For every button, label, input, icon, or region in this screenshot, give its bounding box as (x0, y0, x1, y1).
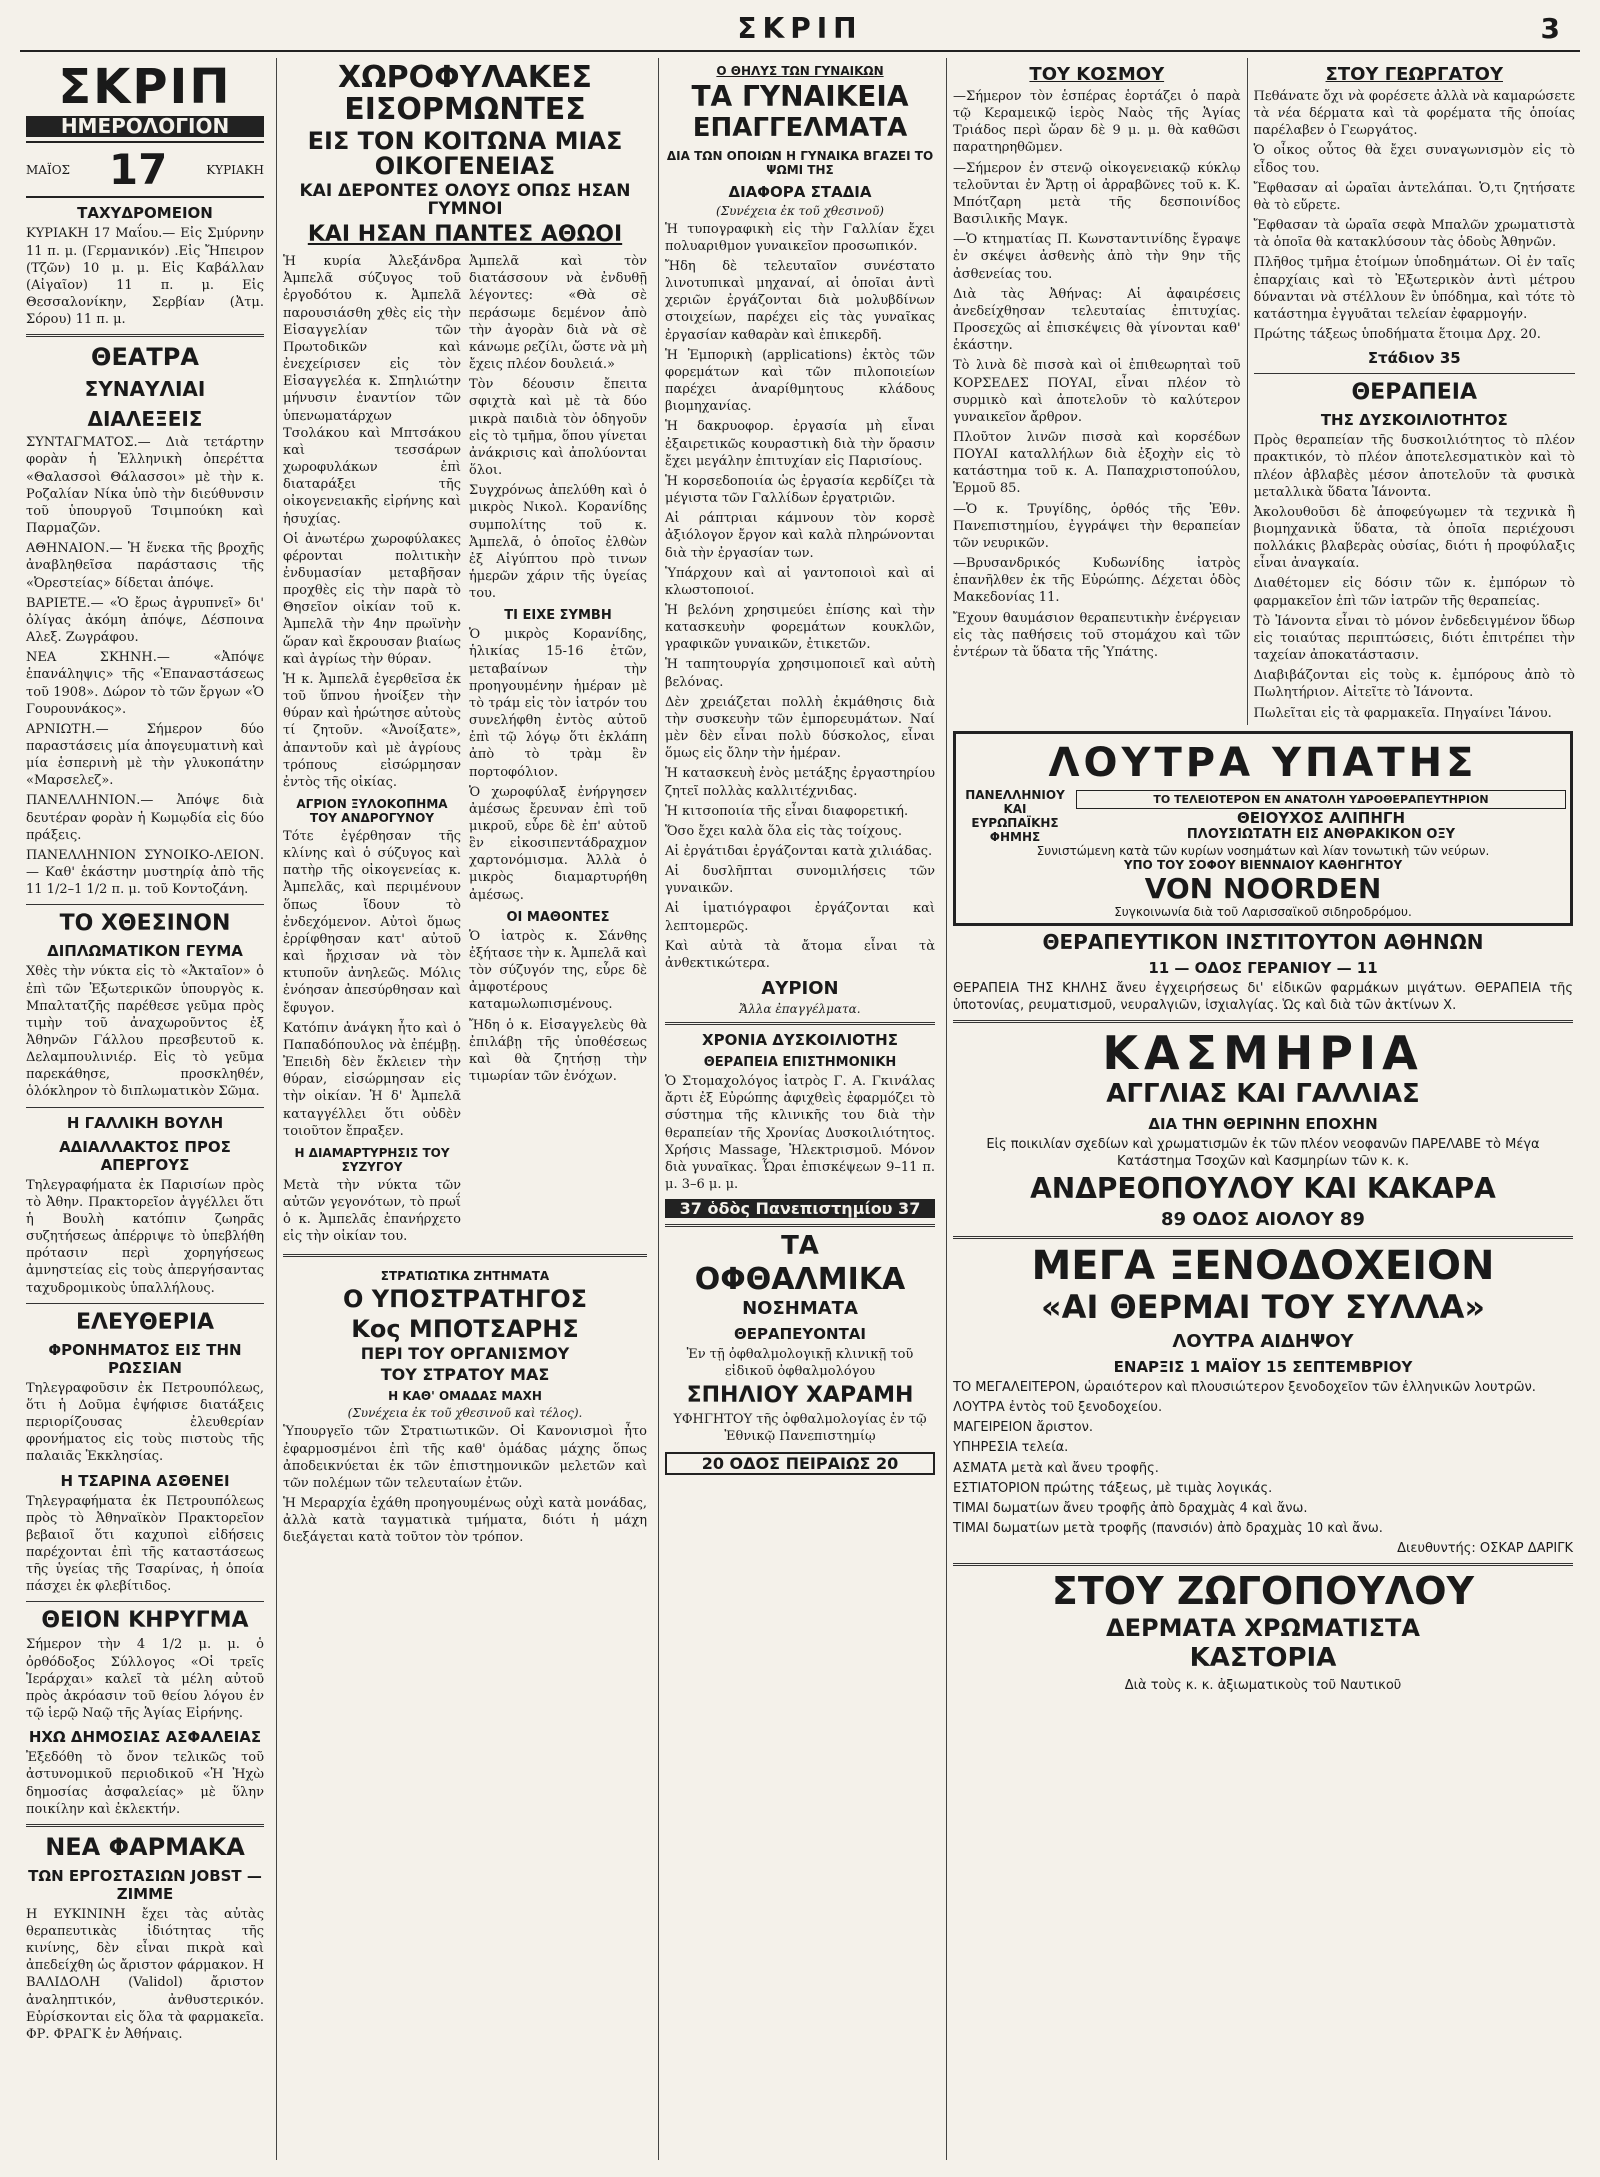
ad-zografou-title: ΣΤΟΥ ΖΩΓΟΠΟΥΛΟΥ (1051, 1569, 1475, 1614)
ad-new-drugs-text: Η ΕΥΚΙΝΙΝΗ ἔχει τὰς αὐτὰς θεραπευτικὰς ἰδιότητας τῆς κινίνης, δὲν εἶναι πικρὰ καὶ ἀπεδείχθη ὡς ἄριστον φάρμακον. Η ΒΑΛΙΔΟΛΗ (Validol) ἄριστον ἀναληπτικόν, ἀνθυστερικόν. Εὑρίσκονται εἰς ὅλα τὰ φαρμακεῖα. ΦΡ. ΦΡΑΓΚ ἐν Ἀθήναις. (26, 1906, 264, 2042)
ad-eye-address: 20 ΟΔΟΣ ΠΕΙΡΑΙΩΣ 20 (665, 1452, 935, 1475)
ad-cashmere-season: ΔΙΑ ΤΗΝ ΘΕΡΙΝΗΝ ΕΠΟΧΗΝ (1148, 1114, 1378, 1133)
article-paragraph: Οἱ ἀνωτέρω χωροφύλακες φέρονται πολιτικὴν ἐνδυμασίαν μεταβῆσαν προχθὲς εἰς τὴν παρὰ τὸ Θησεῖον οἰκίαν τοῦ κ. Ἀμπελᾶ τὴν 4ην πρωϊνὴν ὥραν καὶ ἔκρουσαν βιαίως καὶ ἀγρίως τὴν θύραν. (283, 531, 461, 667)
article-paragraph: Ἡ δακρυοφορ. ἐργασία μὴ εἶναι ἐξαιρετικῶς κουραστικὴ διὰ τὴν ὅρασιν ἔχει μεγάλην ἐπιτυχίαν εἰς Παρισίους. (665, 419, 935, 469)
masthead (20, 10, 1580, 52)
headline-echo: ΗΧΩ ΔΗΜΟΣΙΑΣ ΑΣΦΑΛΕΙΑΣ (28, 1728, 262, 1747)
ad-eye-text: Ἐν τῇ ὀφθαλμολογικῇ κλινικῇ τοῦ εἰδικοῦ ὀφθαλμολόγου (686, 1346, 914, 1380)
article-paragraph: Ἡ κατασκευὴ ἐνὸς μετάξης ἐργαστηρίου ζητεῖ πολλὰς καλλιτέχνιδας. (665, 766, 935, 799)
article-paragraph: Αἱ ἱματιόγραφοι ἐργάζονται καὶ λεπτομερῶς. (665, 901, 935, 934)
article-text: Τηλεγραφοῦσιν ἐκ Πετρουπόλεως, ὅτι ἡ Δοῦμα ἐψήφισε διατάξεις περιορίζουσας ἐλευθερίαν φρονήματος εἰς τοὺς πιστοὺς τῆς παλαιᾶς Ἐκκλησίας. (26, 1380, 264, 1465)
georgatos-item: Ἔφθασαν αἱ ὡραῖαι ἀντελάπαι. Ὁ,τι ζητήσατε θὰ τὸ εὕρετε. (1253, 180, 1575, 213)
therapy-item: Πωλεῖται εἰς τὰ φαρμακεῖα. Πηγαίνει Ἰάνου. (1253, 705, 1552, 721)
tomorrow-note: Ἄλλα ἐπαγγέλματα. (739, 1002, 861, 1017)
ad-ypati-left-2: ΚΑΙ (1003, 801, 1027, 816)
article-paragraph: Ἡ κυρία Ἀλεξάνδρα Ἀμπελᾶ σύζυγος τοῦ ἐργοδότου κ. Ἀμπελᾶ παρουσιάσθη χθὲς εἰς τὴν Εἰσαγγελίαν τῶν Πρωτοδικῶν καὶ ἐνεχείρισεν εἰς τὸν Εἰσαγγελέα κ. Σπηλιώτην μήνυσιν ἐναντίον τῶν ὑπενωματάρχων Τσολάκου καὶ Μπτσάκου καὶ τεσσάρων χωροφυλάκων ἐπὶ διαταράξει τῆς οἰκογενειακῆς εἰρήνης καὶ ἡσυχίας. (283, 254, 461, 527)
ad-hotel-line: ΛΟΥΤΡΑ ἐντὸς τοῦ ξενοδοχείου. (953, 1400, 1163, 1416)
ad-ypati-doctor: VON NOORDEN (1144, 871, 1382, 905)
headline-therapy: ΘΕΡΑΠΕΙΑ (1351, 380, 1478, 406)
column-4 (946, 58, 1581, 2160)
ad-ypati-right-4: Συνιστώμενη κατὰ τῶν κυρίων νοσημάτων καὶ λίαν τονωτικὴ τῶν νεύρων. (1036, 843, 1490, 858)
military-subhead-battle: Η ΚΑΘ' ΟΜΑΔΑΣ ΜΑΧΗ (388, 1389, 542, 1404)
article-paragraph: Ὁ ἰατρὸς κ. Σάνθης ἐξήτασε τὴν κ. Ἀμπελᾶ καὶ τὸν σύζυγόν της, εὗρε δὲ ἀμφοτέρους καταμωλωπισμένους. (469, 928, 647, 1013)
ad-cashmere (953, 1026, 1573, 1231)
theatre-entry: ΠΑΝΕΛΛΗΝΙΟΝ.— Ἀπόψε διὰ δευτέραν φορὰν ἡ Κωμῳδία εἰς δύο πράξεις. (26, 793, 264, 843)
georgatos-item: Ἔφθασαν τὰ ὡραῖα σεφὰ Μπαλῶν χρωματιστὰ τὰ ὁποῖα θὰ κατακλύσουν τὰς ὁδοὺς Ἀθηνῶν. (1253, 218, 1575, 251)
article-paragraph: Ἤδη ὁ κ. Εἰσαγγελεὺς θὰ ἐπιλάβῃ τῆς ὑποθέσεως καὶ θὰ ζητήσῃ τὴν τιμωρίαν τῶν ἐνόχων. (469, 1017, 647, 1085)
ad-institute-text: ΘΕΡΑΠΕΙΑ ΤΗΣ ΚΗΛΗΣ ἄνευ ἐγχειρήσεως δι' εἰδικῶν φαρμάκων μιγάτων. ΘΕΡΑΠΕΙΑ τῆς ὑποτονίας, ρευματισμοῦ, νευραλγιῶν, ἰσχιαλγίας. Ὡς καὶ διὰ τῶν ἀκτίνων Χ. (953, 980, 1573, 1013)
ad-hotel-line: ΤΙΜΑΙ δωματίων μετὰ τροφῆς (πανσιόν) ἀπὸ δραχμὰς 10 καὶ ἄνω. (953, 1520, 1383, 1536)
society-item: —Ὁ κ. Τρυγίδης, ὁρθός τῆς Ἐθν. Πανεπιστημίου, ἐγγράψει τὴν θεραπείαν τῶν νευρικῶν. (953, 501, 1241, 551)
georgatos-item: Πεθάνατε ὄχι νὰ φορέσετε ἀλλὰ νὰ καμαρώσετε τὰ νέα δέρματα καὶ τὰ φορέματα τῆς ὁποίας παρέλαβεν ὁ Γεωργάτος. (1253, 89, 1575, 139)
ad-zografou-subtitle: ΔΕΡΜΑΤΑ ΧΡΩΜΑΤΙΣΤΑ (1106, 1614, 1420, 1643)
headline-society: ΤΟΥ ΚΟΣΜΟΥ (1029, 64, 1165, 85)
ad-hotel-name: «ΑΙ ΘΕΡΜΑΙ ΤΟΥ ΣΥΛΛΑ» (1041, 1288, 1485, 1327)
section-lectures: ΔΙΑΛΕΞΕΙΣ (87, 407, 203, 432)
section-womens-guide: Ο ΘΗΛΥΣ ΤΩΝ ΓΥΝΑΙΚΩΝ (716, 64, 884, 78)
georgatos-item: Πρώτης τάξεως ὑποδήματα ἕτοιμα Δρχ. 20. (1253, 327, 1541, 343)
article-paragraph: Ἀμπελᾶ καὶ τὸν διατάσσουν νὰ ἐνδυθῇ λέγοντες: «Θὰ σὲ περάσωμε δεμένον ἀπὸ τὴν ἀγορὰν διὰ νὰ σὲ κάνωμε ρεζίλι, ὥστε νὰ μὴ ἔχεις πλέον δουλειά.» (469, 254, 647, 373)
theatre-entry: ΑΡΝΙΩΤΗ.— Σήμερον δύο παραστάσεις μία ἀπογευματινὴ καὶ μία ἑσπερινὴ μὲ τὴν γλυκοπάτην «Μαρσελεζ». (26, 721, 264, 789)
ad-ypati-right-7: Συγκοινωνία διὰ τοῦ Λαρισσαϊκοῦ σιδηροδρόμου. (1114, 904, 1412, 919)
ad-cashmere-title: ΚΑΣΜΗΡΙΑ (1102, 1026, 1424, 1080)
society-item: —Σήμερον τὸν ἑσπέρας ἑορτάζει ὁ παρὰ τῷ Κεραμεικῷ ἱερὸς Ναὸς τῆς Ἁγίας Τριάδος περὶ ὥραν δὲ 9 μ. μ. θὰ καθῶσι παρατηρηθῶμεν. (953, 89, 1241, 156)
continuation-note: (Συνέχεια ἐκ τοῦ χθεσινοῦ) (716, 203, 884, 218)
ad-cashmere-company: ΑΝΔΡΕΟΠΟΥΛΟΥ ΚΑΙ ΚΑΚΑΡΑ (1030, 1171, 1496, 1205)
article-paragraph: Συγχρόνως ἀπελύθη καὶ ὁ μικρὸς Νικολ. Κορανίδης συμπολίτης τοῦ κ. Ἀμπελᾶ, ὁ ὁποῖος ἐλθὼν ἐξ Αἰγύπτου πρὸ τινων ἡμερῶν χάριν τῆς ὑγείας του. (469, 483, 647, 602)
ad-eye-text-2: ΥΦΗΓΗΤΟΥ τῆς ὀφθαλμολογίας ἐν τῷ Ἐθνικῷ Πανεπιστημίῳ (673, 1412, 927, 1445)
article-paragraph: Καὶ αὐτὰ τὰ ἄτομα εἶναι τὰ ἀνθεκτικώτερα. (665, 938, 935, 971)
therapy-item: Τὸ Ἰάνοντα εἶναι τὸ μόνον ἐνδεδειγμένον ὕδωρ εἰς τοιαύτας περιπτώσεις, διότι ἐπιτρέπει τὴν ταχείαν ἀποκατάστασιν. (1253, 613, 1575, 664)
ad-constipation-title: ΧΡΟΝΙΑ ΔΥΣΚΟΙΛΙΟΤΗΣ (702, 1031, 898, 1050)
article-paragraph: Ἡ κορσεδοποιία ὡς ἐργασία κερδίζει τὰ μέγιστα τῶν Γαλλίδων ἐργατριῶν. (665, 473, 935, 507)
article-text: Ἐξεδόθη τὸ ὄνον τελικῶς τοῦ ἀστυνομικοῦ περιοδικοῦ «Ἡ Ἠχὼ δημοσίας ἀσφαλείας» μὲ ὕλην ποικίλην καὶ ἐκλεκτήν. (26, 1750, 264, 1817)
headline-freedom: ΕΛΕΥΘΕΡΙΑ (75, 1309, 215, 1335)
ad-ypati-title: ΛΟΥΤΡΑ ΥΠΑΤΗΣ (1048, 739, 1478, 786)
headline-sermon: ΘΕΙΟΝ ΚΗΡΥΓΜΑ (41, 1608, 249, 1634)
headline-tsarina: Η ΤΣΑΡΙΝΑ ΑΣΘΕΝΕΙ (60, 1471, 230, 1490)
ad-eye-ta: ΤΑ (781, 1231, 819, 1262)
theatre-entry: ΝΕΑ ΣΚΗΝΗ.— «Ἀπόψε ἑπανάληψις» τῆς «Ἐπαναστάσεως τοῦ 1908». Δώρον τὸ τῶν ἔργων «Ὁ Γουρουνάκος». (26, 650, 264, 717)
society-item: Τὸ λινὰ δὲ πισσὰ καὶ οἱ ἐπιθεωρηταὶ τοῦ ΚΟΡΣΕΔΕΣ ΠΟΥΑΙ, εἶναι πλέον τὸ συρμικὸ καὶ ἀποτελοῦν τὸ καλύτερον γυναικεῖον ἄρθρον. (953, 358, 1241, 425)
therapy-item: Ἀκολουθοῦσι δὲ ἀποφεύγωμεν τὰ τεχνικὰ ἢ βιομηχανικὰ ὕδατα, τὰ ὁποῖα περιέχουσι πολλάκις βλαβερὰς οὐσίας, διότι ἡ προφύλαξις εἶναι ἀναγκαία. (1253, 504, 1575, 572)
ad-ypati-baths (953, 731, 1573, 926)
article-paragraph: Ἡ κιτσοποιία τῆς εἶναι διαφορετική. (665, 803, 909, 819)
ad-hotel-season: ΕΝΑΡΞΙΣ 1 ΜΑΪΟΥ 15 ΣΕΠΤΕΜΒΡΙΟΥ (1113, 1357, 1413, 1376)
military-headline-general: Ο ΥΠΟΣΤΡΑΤΗΓΟΣ (342, 1285, 588, 1314)
ad-ypati-right-3: ΠΛΟΥΣΙΩΤΑΤΗ ΕΙΣ ΑΝΘΡΑΚΙΚΟΝ ΟΞΥ (1186, 826, 1456, 842)
headline-diplomatic-dinner: ΔΙΠΛΩΜΑΤΙΚΟΝ ΓΕΥΜΑ (47, 942, 243, 961)
article-text: Σήμερον τὴν 4 1/2 μ. μ. ὁ ὀρθόδοξος Σύλλογος «Οἱ τρεῖς Ἱεράρχαι» καλεῖ τὰ μέλη αὐτοῦ πρὸς ἀκρόασιν τοῦ θείου λόγου ἐν τῷ ἱερῷ Ναῷ τῆς Ἁγίας Εἰρήνης. (26, 1637, 264, 1722)
ad-hotel-line: ΤΙΜΑΙ δωματίων ἄνευ τροφῆς ἀπὸ δραχμὰς 4 καὶ ἄνω. (953, 1500, 1308, 1516)
ad-hotel-baths: ΛΟΥΤΡΑ ΑΙΔΗΨΟΥ (1172, 1330, 1354, 1352)
society-item: —Βρυσανδρικός Κυδωνίδης ἰατρὸς ἐπανῆλθεν ἐκ τῆς Εὐρώπης. Δέχεται ὁδὸς Μακεδονίας 11. (953, 556, 1241, 606)
article-paragraph: Ἤδη δὲ τελευταῖον συνέστατο λινοτυπικαὶ μηχαναί, αἱ ὁποῖαι ἀντὶ χεριῶν ἐργάζονται διὰ μολυβδίνων στοιχείων, παρέχει εἰς τὰς γυναῖκας ἐργασίαν καθαρὰν καὶ ἐπικερδῆ. (665, 259, 935, 343)
headline-womens: ΤΑ ΓΥΝΑΙΚΕΙΑ (691, 80, 909, 113)
section-theatres: ΘΕΑΤΡΑ (91, 343, 199, 372)
post-office-text: ΚΥΡΙΑΚΗ 17 Μαΐου.— Εἰς Σμύρνην 11 π. μ. (Γερμανικόν) .Εἰς Ἤπειρον (Τζῶν) 10 μ. μ. Εἰς Καβάλλαν (Αἰγαῖον) 11 π. μ. Εἰς Θεσσαλονίκην, Σερβίαν (Ἀτμ. Σόρου) 11 π. μ. (26, 226, 264, 328)
article-paragraph: Ὑπουργεῖο τῶν Στρατιωτικῶν. Οἱ Κανονισμοὶ ἦτο ἐφαρμοσμένοι ἐπὶ τῆς καθ' ὁμάδας μάχης ὅπως ἀποδεικνύεται ἐκ τῶν ἐπιστημονικῶν μελετῶν καὶ τῶν πολέμων τῶν τελευταίων ἐτῶν. (283, 1424, 647, 1491)
society-item: Ἔχουν θαυμάσιον θεραπευτικὴν ἐνέργειαν εἰς τὰς παθήσεις τοῦ στομάχου καὶ τῶν ἐντέρων τὰ ὕδατα τῆς Ὑπάτης. (953, 610, 1241, 660)
ad-hotel-line: ΕΣΤΙΑΤΟΡΙΟΝ πρώτης τάξεως, μὲ τιμὰς λογικάς. (953, 1480, 1273, 1496)
georgatos-address: Στάδιον 35 (1367, 349, 1461, 368)
subhead-bread: ΔΙΑ ΤΩΝ ΟΠΟΙΩΝ Η ΓΥΝΑΙΚΑ ΒΓΑΖΕΙ ΤΟ ΨΩΜΙ ΤΗΣ (666, 148, 934, 177)
headline-tomorrow: ΑΥΡΙΟΝ (761, 978, 839, 1000)
ad-therapy-institute (953, 929, 1573, 1014)
ad-institute-title: ΘΕΡΑΠΕΥΤΙΚΟΝ ΙΝΣΤΙΤΟΥΤΟΝ ΑΘΗΝΩΝ (1042, 929, 1484, 954)
article-paragraph: Ἡ ταπητουργία χρησιμοποιεῖ καὶ αὐτὴ βελόνας. (665, 657, 935, 690)
ad-hotel-title: ΜΕΓΑ ΞΕΝΟΔΟΧΕΙΟΝ (1031, 1243, 1495, 1290)
ad-constipation-address: 37 ὁδὸς Πανεπιστημίου 37 (665, 1199, 935, 1218)
ad-hotel (953, 1245, 1573, 1557)
ad-cashmere-text: Εἰς ποικιλίαν σχεδίων καὶ χρωματισμῶν ἐκ τῶν πλέον νεοφανῶν ΠΑΡΕΛΑΒΕ τὸ Μέγα Κατάστημα Τσοχῶν καὶ Κασμηρίων τῶν κ. κ. (986, 1136, 1540, 1169)
newspaper-page (20, 10, 1580, 2160)
calendar-month: ΜΑΪΟΣ (26, 162, 71, 177)
ad-cashmere-subtitle: ΑΓΓΛΙΑΣ ΚΑΙ ΓΑΛΛΙΑΣ (1106, 1079, 1420, 1110)
headline-professions: ΕΠΑΓΓΕΛΜΑΤΑ (692, 113, 908, 144)
article-paragraph: Κατόπιν ἀνάγκη ἦτο καὶ ὁ Παπαδόπουλος νὰ ἐπέμβῃ. Ἐπειδὴ δὲν ἔκλειεν τὴν θύραν, εἰσώρμησαν εἰς τὴν οἰκίαν. Ἡ δ' Ἀμπελᾶ καταγγέλλει ὅτι οὐδὲν τοιοῦτον ἔπραξεν. (283, 1020, 461, 1139)
subhead-witnesses: ΟΙ ΜΑΘΟΝΤΕΣ (506, 909, 610, 925)
subhead-what-happened: ΤΙ ΕΙΧΕ ΣΥΜΒΗ (504, 608, 612, 624)
article-paragraph: Ἡ κ. Ἀμπελᾶ ἐγερθεῖσα ἐκ τοῦ ὕπνου ἠνοίξεν τὴν θύραν καὶ ἠρώτησε αὐτοὺς τί ζητοῦν. «Ἀνοίξατε», ἀπαντοῦν καὶ μὲ ἀγρίους τρόπους εἰσώρμησαν ἐντὸς τῆς οἰκίας. (283, 671, 461, 790)
subhead-beating: ΑΓΡΙΟΝ ΞΥΛΟΚΟΠΗΜΑ ΤΟΥ ΑΝΔΡΟΓΥΝΟΥ (296, 797, 448, 825)
article-paragraph: Μετὰ τὴν νύκτα τῶν αὐτῶν γεγονότων, τὸ πρωΐ ὁ κ. Ἀμπελᾶς ἐπανήρχετο εἰς τὴν οἰκίαν του. (283, 1177, 461, 1245)
ad-institute-address: 11 — ΟΔΟΣ ΓΕΡΑΝΙΟΥ — 11 (1148, 958, 1378, 977)
subheadline-french-parliament: ΑΔΙΑΛΛΑΚΤΟΣ ΠΡΟΣ ΑΠΕΡΓΟΥΣ (59, 1137, 231, 1174)
subhead-various: ΔΙΑΦΟΡΑ ΣΤΑΔΙΑ (728, 182, 872, 201)
section-post-office: ΤΑΧΥΔΡΟΜΕΙΟΝ (77, 204, 213, 223)
calendar-day-number: 17 (108, 145, 168, 195)
article-paragraph: Ὁ μικρὸς Κορανίδης, ἡλικίας 15-16 ἐτῶν, μεταβαίνων τὴν προηγουμένην ἡμέραν μὲ τὸ τράμ εἰς τὸν ἰατρόν του συνελήφθη ἐντὸς αὐτοῦ ἐπὶ τῷ λόγῳ ὅτι ἐκλάπη ἀπὸ τὸ τρὰμ ἓν πορτοφόλιον. (469, 627, 647, 780)
society-item: —Ὁ κτηματίας Π. Κωνσταντινίδης ἔγραψε ἐν σκέψει ἀσθενὴς ἀπὸ τὴν 9ην τῆς ἀσθενείας του. (953, 232, 1241, 282)
georgatos-item: Πλῆθος τμῆμα ἑτοίμων ὑποδημάτων. Οἱ ἐν ταῖς ἐπαρχίαις καὶ τὸ Ἐξωτερικὸν ἀντὶ μέτρου δύνανται νὰ στέλλουν ἓν ὑπόδημα, καὶ τότε τὸ κατάστημα ἐγγυᾶται τελείαν ἐφαρμογήν. (1253, 255, 1575, 322)
article-paragraph: Αἱ ράπτριαι κάμνουν τὸν κορσὲ ἀξιόλογον ἔργον καὶ καλὰ πληρώνονται διὰ τὴν ἐργασίαν των. (665, 511, 935, 561)
ad-eye-diseases: ΝΟΣΗΜΑΤΑ (742, 1297, 858, 1319)
column-1 (20, 58, 270, 2160)
ad-ypati-right-2: ΘΕΙΟΥΧΟΣ ΑΛΙΠΗΓΗ (1237, 808, 1405, 827)
theatre-entry: ΣΥΝΤΑΓΜΑΤΟΣ.— Διὰ τετάρτην φορὰν ἡ Ἑλληνικὴ ὀπερέττα «Θαλασσοὶ Θάλασσοι» μὲ τὴν κ. Ροζαλίαν Νίκα ὑπὸ τὴν διεύθυνσιν τοῦ ὑπουργοῦ Τσιμπούκη καὶ Παρμαζῶν. (26, 435, 264, 537)
logo-skrip: ΣΚΡΙΠ (58, 59, 232, 115)
column-2 (276, 58, 653, 2160)
article-paragraph: Ὑπάρχουν καὶ αἱ γαντοποιοὶ καὶ αἱ κλωστοποιοί. (665, 565, 935, 598)
ad-hotel-line: ΤΟ ΜΕΓΑΛΕΙΤΕΡΟΝ, ὡραιότερον καὶ πλουσιώτερον ξενοδοχεῖον τῶν ἑλληνικῶν λουτρῶν. (953, 1379, 1536, 1395)
article-paragraph: Αἱ ἐργάτιδαι ἐργάζονται κατὰ χιλιάδας. (665, 844, 933, 859)
ad-hotel-line: ΑΣΜΑΤΑ μετὰ καὶ ἄνευ τροφῆς. (953, 1460, 1159, 1476)
ad-zografou-text: Διὰ τοὺς κ. κ. ἀξιωματικοὺς τοῦ Ναυτικοῦ (1124, 1677, 1402, 1693)
theatre-entry: ΒΑΡΙΕΤΕ.— «Ὁ ἔρως ἀγρυπνεῖ» δι' ὀλίγας ἀκόμη ἀπόψε, Δέσποινα Αλεξ. Ζωγράφου. (26, 595, 264, 646)
main-headline-2: ΕΙΣ ΤΟΝ ΚΟΙΤΩΝΑ ΜΙΑΣ ΟΙΚΟΓΕΝΕΙΑΣ (307, 127, 623, 181)
ad-constipation-text: Ὁ Στομαχολόγος ἰατρὸς Γ. Α. Γκινάλας ἄρτι ἐξ Εὐρώπης ἀφιχθεὶς ἐφαρμόζει τὸ σύστημα τῆς κλινικῆς του διὰ τὴν θεραπείαν τῆς Χρονίας Δυσκοιλιότητος. Χρήσις Massage, Ἠλεκτρισμοῦ. Μόνον διὰ γυναῖκας. Ὧραι ἐπισκέψεων 9–11 π. μ. 3–6 μ. μ. (665, 1074, 935, 1193)
ad-hotel-line: ΜΑΓΕΙΡΕΙΟΝ ἄριστον. (953, 1420, 1094, 1436)
military-continuation: (Συνέχεια ἐκ τοῦ χθεσινοῦ καὶ τέλος). (347, 1406, 583, 1421)
ad-eye-cured: ΘΕΡΑΠΕΥΟΝΤΑΙ (734, 1324, 866, 1343)
article-text: Τηλεγραφήματα ἐκ Πετρουπόλεως πρὸς τὸ Ἀθηναϊκὸν Πρακτορεῖον βεβαιοῖ ὅτι καχυποὶ εἰδήσεις παρέχονται ἐπὶ τῆς καταστάσεως τῆς ὑγείας τῆς Τσαρίνας, ἡ ὁποία πάσχει ἐκ φλεβίτιδος. (26, 1493, 264, 1595)
ad-zografou-city: ΚΑΣΤΟΡΙΑ (1189, 1643, 1337, 1674)
article-paragraph: Τὸν δέουσιν ἔπειτα σφιχτὰ καὶ μὲ τὰ δύο μικρὰ παιδιὰ τὸν ὁδηγοῦν εἰς τὸ τμῆμα, ὅπου γίνεται ἀνάκρισις καὶ ἀπολύονται ὅλοι. (469, 377, 647, 479)
ad-constipation-subtitle: ΘΕΡΑΠΕΙΑ ΕΠΙΣΤΗΜΟΝΙΚΗ (703, 1055, 897, 1071)
article-paragraph: Ἡ Μεραρχία ἐχάθη προηγουμένως οὐχὶ κατὰ μονάδας, ἀλλὰ κατὰ ταγματικὰ τμήματα, διότι ἡ μάχη διεξάγεται κατὰ τοῦτον τὸν τρόπον. (283, 1496, 647, 1546)
article-paragraph: Ἡ Ἐμπορικὴ (applications) ἐκτὸς τῶν φορεμάτων καὶ τῶν πιλοποιείων παρέχει ἀναρίθμητους κλάδους βιομηχανίας. (665, 347, 935, 415)
military-issues-label: ΣΤΡΑΤΙΩΤΙΚΑ ΖΗΤΗΜΑΤΑ (380, 1269, 550, 1284)
calendar-title: ΗΜΕΡΟΛΟΓΙΟΝ (26, 116, 264, 137)
subhead-protest: Η ΔΙΑΜΑΡΤΥΡΗΣΙΣ ΤΟΥ ΣΥΖΥΓΟΥ (294, 1145, 450, 1174)
article-text: Τηλεγραφήματα ἐκ Παρισίων πρὸς τὸ Ἀθην. Πρακτορεῖον ἀγγέλλει ὅτι ἡ Βουλὴ κατόπιν ζωηρᾶς συζητήσεως ἀπέρριψε τὸ ὑπεβλήθη πρότασιν περὶ χορηγήσεως ἀμνηστείας εἰς τοὺς ἀπεργήσαντας ταχυδρομικοὺς ὑπαλλήλους. (26, 1177, 264, 1296)
headline-french-parliament: Η ΓΑΛΛΙΚΗ ΒΟΥΛΗ (66, 1113, 224, 1132)
ad-zografou (953, 1569, 1573, 1694)
masthead-title: ΣΚΡΙΠ (737, 12, 863, 45)
headline-georgatos: ΣΤΟΥ ΓΕΩΡΓΑΤΟΥ (1325, 64, 1503, 85)
ad-ypati-right-1: ΤΟ ΤΕΛΕΙΟΤΕΡΟΝ ΕΝ ΑΝΑΤΟΛΗ ΥΔΡΟΘΕΡΑΠΕΥΤΗΡΙΟΝ (1076, 790, 1566, 809)
military-headline-organisation: ΠΕΡΙ ΤΟΥ ΟΡΓΑΝΙΣΜΟΥ (360, 1343, 570, 1363)
article-paragraph: Αἱ δυσλῆπται συνομιλήσεις τῶν γυναικῶν. (665, 864, 935, 897)
theatre-entry: ΑΘΗΝΑΙΟΝ.— Ἡ ἕνεκα τῆς βροχῆς ἀναβληθεῖσα παράστασις τῆς «Ὀρεστείας» δίδεται ἀπόψε. (26, 541, 264, 591)
society-item: Πλοῦτον λινῶν πισσὰ καὶ κορσέδων ΠΟΥΑΙ καταλλήλων διὰ ἐξοχὴν εἰς τὸ κατάστημα τοῦ κ. Α. Παπαχριστοπούλου, Ἑρμοῦ 85. (953, 429, 1241, 497)
page-number: 3 (1540, 12, 1560, 45)
ad-new-drugs-subtitle: ΤΩΝ ΕΡΓΟΣΤΑΣΙΩΝ JOBST — ZIMME (28, 1866, 262, 1903)
ad-eye-doctor: ΣΠΗΛΙΟΥ ΧΑΡΑΜΗ (686, 1383, 914, 1409)
column-3 (658, 58, 941, 2160)
main-headline-4: ΚΑΙ ΗΣΑΝ ΠΑΝΤΕΣ ΑΘΩΟΙ (307, 222, 623, 248)
main-headline-3: ΚΑΙ ΔΕΡΟΝΤΕΣ ΟΛΟΥΣ ΟΠΩΣ ΗΣΑΝ ΓΥΜΝΟΙ (299, 181, 631, 220)
article-paragraph: Δὲν χρειάζεται πολλὴ ἐκμάθησις διὰ τὴν συσκευὴν τῶν ἐμπορευμάτων. Ναί μὲν δὲν εἶναι πολὺ δύσκολος, εἶναι ὅμως εἰς ὄλην τὴν ἡμέραν. (665, 694, 935, 762)
calendar-box (26, 141, 264, 198)
section-concerts: ΣΥΝΑΥΛΙΑΙ (84, 377, 206, 402)
military-headline-army: ΤΟΥ ΣΤΡΑΤΟΥ ΜΑΣ (380, 1364, 550, 1384)
ad-new-drugs-title: ΝΕΑ ΦΑΡΜΑΚΑ (45, 1832, 245, 1861)
society-item: —Σήμερον ἐν στενῷ οἰκογενειακῷ κύκλῳ τελοῦνται ἐν Ἄρτῃ οἱ ἀρραβῶνες τοῦ κ. Κ. Μπότζαρη μετὰ τῆς δεσποινίδος Βασιλικῆς Μαγκ. (953, 160, 1241, 228)
military-headline-botsaris: Κος ΜΠΟΤΣΑΡΗΣ (351, 1314, 579, 1343)
therapy-item: Διαθέτομεν εἰς δόσιν τῶν κ. ἐμπόρων τὸ φαρμακεῖον ἐπὶ τῶν ἰατρῶν τῆς θεραπείας. (1253, 576, 1575, 609)
therapy-item: Διαβιβάζονται εἰς τοὺς κ. ἐμπόρους ἀπὸ τὸ Πωλητήριον. Αἰτεῖτε τὸ Ἰάνοντα. (1253, 668, 1575, 701)
article-paragraph: Ἡ βελόνη χρησιμεύει ἐπίσης καὶ τὴν κατασκευὴν φορεμάτων κουκλῶν, γραφικῶν γυναικῶν, ἐτικετῶν. (665, 602, 935, 653)
ad-hotel-director: Διευθυντής: ΟΣΚΑΡ ΔΑΡΙΓΚ (1397, 1541, 1573, 1557)
ad-hotel-line: ΥΠΗΡΕΣΙΑ τελεία. (953, 1440, 1069, 1456)
subheadline-freedom: ΦΡΟΝΗΜΑΤΟΣ ΕΙΣ ΤΗΝ ΡΩΣΣΙΑΝ (48, 1340, 242, 1377)
article-paragraph: Ἡ τυπογραφικὴ εἰς τὴν Γαλλίαν ἔχει πολυαριθμον γυναικεῖον προσωπικόν. (665, 221, 935, 254)
theatre-entry: ΠΑΝΕΛΛΗΝΙΟΝ ΣΥΝΟΙΚΟ-ΛΕΙΟΝ.— Καθ' ἑκάστην μυστηρίᾳ ἀπὸ τῆς 11 1/2–1 1/2 π. μ. τοῦ Κοντοζάνη. (26, 847, 264, 898)
subhead-constipation: ΤΗΣ ΔΥΣΚΟΙΛΙΟΤΗΤΟΣ (1320, 411, 1508, 430)
society-item: Διὰ τὰς Ἀθήνας: Αἱ ἀφαιρέσεις ἀνεδείχθησαν τελευταίας ἐπιτυχίας. Προσεχῶς αἱ ἐπισκέψεις θὰ γίνονται καθ' ἑκάστην. (953, 286, 1241, 354)
main-headline-1: ΧΩΡΟΦΥΛΑΚΕΣ ΕΙΣΟΡΜΩΝΤΕΣ (337, 60, 593, 127)
article-paragraph: Τότε ἐγέρθησαν τῆς κλίνης καὶ ὁ σύζυγος καὶ πατὴρ τῆς οἰκογενείας κ. Ἀμπελᾶς, καὶ περιμένουν ὅπως ἴδουν τὸ ἐνδεχόμενον. Αὐτοὶ ὅμως ἐρρίφθησαν κατ' αὐτοῦ καὶ ἤρχισαν νὰ τὸν κτυποῦν ἀνηλεῶς. Μόλις ἐνόησαν ἀπεσύρθησαν καὶ ἔφυγον. (283, 829, 461, 1016)
ad-ypati-left-3: ΕΥΡΩΠΑΪΚΗΣ (971, 815, 1059, 830)
article-paragraph: Ὅσο ἔχει καλὰ ὅλα εἰς τὰς τοίχους. (665, 823, 902, 839)
georgatos-item: Ὁ οἶκος οὗτος θὰ ἔχει συναγωνισμὸν εἰς τὸ εἶδος του. (1253, 143, 1575, 176)
ad-ypati-left-4: ΦΗΜΗΣ (989, 829, 1041, 844)
ad-ypati-left-1: ΠΑΝΕΛΛΗΝΙΟΥ (965, 787, 1065, 802)
article-paragraph: Ὁ χωροφύλαξ ἐνήργησεν ἀμέσως ἔρευναν ἐπὶ τοῦ μικροῦ, εὗρε δὲ ἐπ' αὐτοῦ ἓν εἰκοσιπεντάδραχμον χαρτονόμισμα. Ἀλλὰ ὁ μικρὸς διαμαρτυρήθη ἀμέσως. (469, 784, 647, 903)
ad-cashmere-address: 89 ΟΔΟΣ ΑΙΟΛΟΥ 89 (1161, 1209, 1365, 1231)
calendar-weekday: ΚΥΡΙΑΚΗ (206, 162, 264, 177)
article-text: Χθὲς τὴν νύκτα εἰς τὸ «Ἀκταῖον» ὁ ἐπὶ τῶν Ἐξωτερικῶν ὑπουργὸς κ. Μπαλτατζῆς παρέθεσε γεῦμα πρὸς τιμὴν τοῦ ἀναχωροῦντος ἐξ Ἀθηνῶν Γάλλου πρεσβευτοῦ κ. Δελαμπουλινιέρ. Εἰς τὸ γεῦμα παρεκάθησε, προσκληθέν, ὁλόκληρον τὸ διπλωματικὸν Σῶμα. (26, 964, 264, 1100)
headline-yesterday: ΤΟ ΧΘΕΣΙΝΟΝ (59, 911, 231, 937)
ad-ypati-right-5: ΥΠΟ ΤΟΥ ΣΟΦΟΥ ΒΙΕΝΝΑΙΟΥ ΚΑΘΗΓΗΤΟΥ (1123, 857, 1403, 872)
therapy-item: Πρὸς θεραπείαν τῆς δυσκοιλιότητος τὸ πλέον πρακτικόν, τὸ πλέον ἀποτελεσματικὸν καὶ τὸ πλέον ἀβλαβὲς μέσον ἀποτελοῦν τὰ φυσικὰ μεταλλικὰ ὕδατα Ἰάνοντα. (1253, 433, 1575, 500)
ad-eye-title: ΟΦΘΑΛΜΙΚΑ (694, 1262, 906, 1298)
